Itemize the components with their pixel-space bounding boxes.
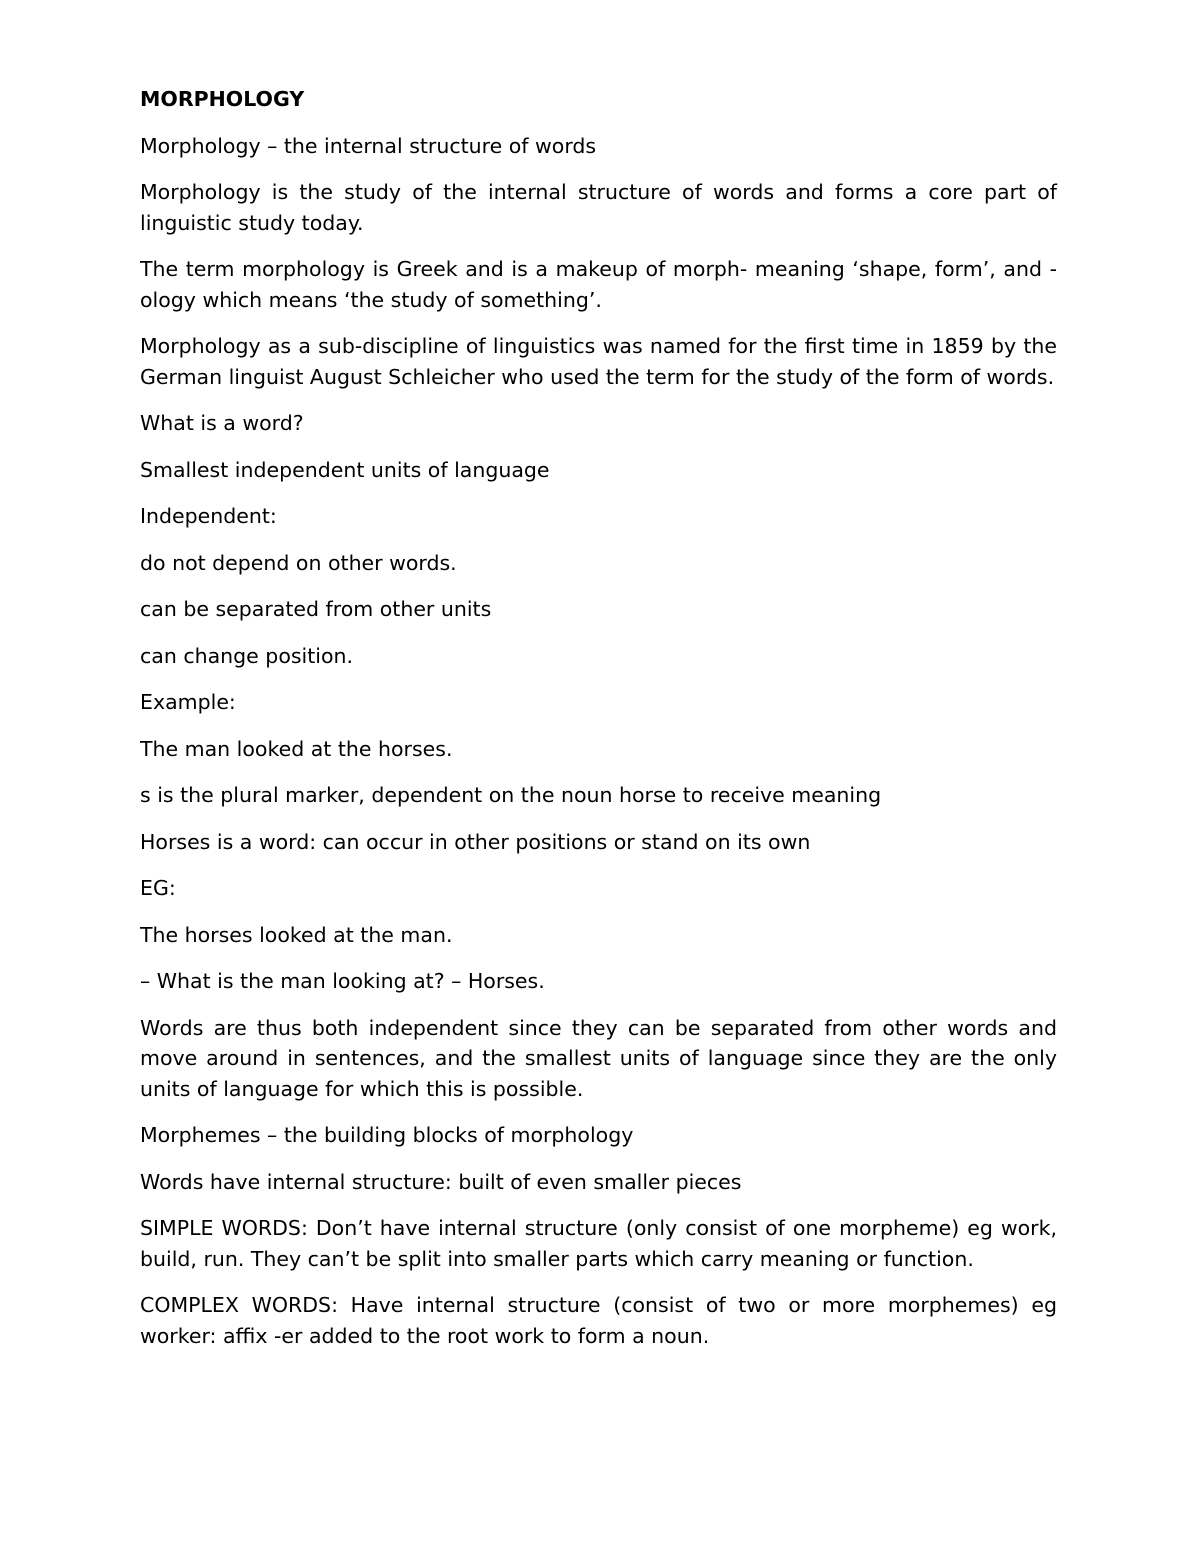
paragraph: COMPLEX WORDS: Have internal structure (consist of two or more morphemes) eg worker: affix -er added to the root work to form a noun. xyxy=(140,1293,1057,1348)
paragraph: can be separated from other units xyxy=(140,597,492,621)
paragraph: The term morphology is Greek and is a makeup of morph- meaning ‘shape, form’, and -ology which means ‘the study of something’. xyxy=(140,257,1057,312)
paragraph: Words have internal structure: built of even smaller pieces xyxy=(140,1169,742,1194)
paragraph: The man looked at the horses. xyxy=(140,736,453,761)
paragraph: s is the plural marker, dependent on the noun horse to receive meaning xyxy=(140,783,882,807)
paragraph: EG: xyxy=(140,876,176,900)
paragraph: Morphology is the study of the internal structure of words and forms a core part of linguistic study today. xyxy=(140,180,1057,235)
paragraph: Independent: xyxy=(140,504,277,528)
paragraph: can change position. xyxy=(140,643,354,668)
document-title: MORPHOLOGY xyxy=(140,87,305,111)
paragraph: Smallest independent units of language xyxy=(140,457,550,482)
paragraph: The horses looked at the man. xyxy=(140,922,453,947)
paragraph: What is a word? xyxy=(140,411,304,435)
paragraph: Example: xyxy=(140,690,236,714)
paragraph: Morphology – the internal structure of words xyxy=(140,133,597,158)
paragraph: Morphology as a sub-discipline of linguistics was named for the first time in 1859 by the German linguist August Schleicher who used the term for the study of the form of words. xyxy=(140,334,1057,389)
document-page xyxy=(140,84,1057,1367)
paragraph: SIMPLE WORDS: Don’t have internal structure (only consist of one morpheme) eg work, build, run. They can’t be split into smaller parts which carry meaning or function. xyxy=(140,1216,1057,1271)
paragraph: Words are thus both independent since they can be separated from other words and move around in sentences, and the smallest units of language since they are the only units of language for which this is possible. xyxy=(140,1015,1057,1101)
paragraph: Morphemes – the building blocks of morphology xyxy=(140,1123,634,1147)
paragraph: Horses is a word: can occur in other positions or stand on its own xyxy=(140,829,811,854)
paragraph: – What is the man looking at? – Horses. xyxy=(140,969,545,993)
paragraph: do not depend on other words. xyxy=(140,550,457,575)
